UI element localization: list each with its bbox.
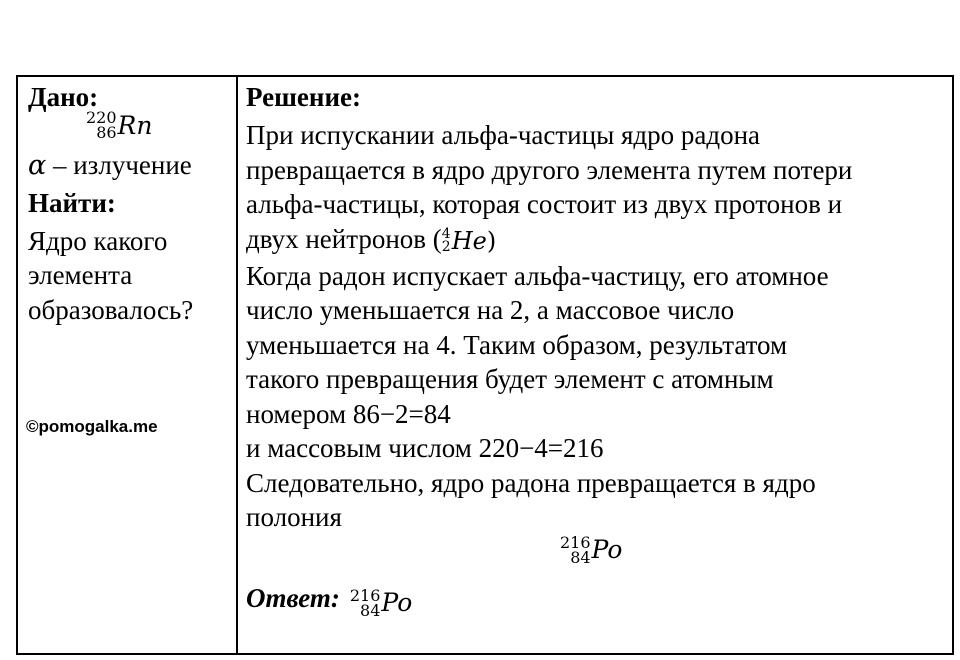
given-atomic-number: 86 [96, 123, 117, 142]
find-heading: Найти: [28, 187, 116, 218]
solution-line: Когда радон испускает альфа-частицу, его атомное [246, 260, 829, 291]
solution-line: и массовым числом 220−4=216 [246, 433, 604, 464]
result-symbol: Po [591, 535, 623, 565]
solution-line-helium [246, 222, 946, 259]
result-nucleus [560, 532, 946, 575]
solution-column [246, 77, 946, 618]
find-line: Ядро какого [28, 225, 168, 256]
given-mass-number: 220 [86, 108, 117, 127]
solution-line: номером 86−2=84 [246, 398, 451, 429]
answer-label: Ответ: [246, 582, 340, 613]
given-element-symbol: Rn [117, 110, 153, 140]
alpha-text: – излучение [46, 150, 192, 180]
given-heading: Дано: [28, 82, 99, 112]
solution-line: число уменьшается на 2, а массовое число [246, 295, 735, 326]
given-column [28, 77, 228, 327]
he-close-paren: ) [486, 227, 497, 256]
find-line: элемента [28, 260, 133, 290]
result-atomic-number: 84 [570, 547, 591, 567]
alpha-symbol: α [28, 150, 47, 181]
he-symbol: He [451, 227, 487, 256]
given-radiation [28, 148, 228, 184]
solution-heading: Решение: [246, 82, 361, 112]
answer-atomic-number: 84 [360, 600, 381, 620]
result-mass-number: 216 [560, 532, 591, 552]
he-atomic-number: 2 [441, 239, 451, 256]
answer-row [246, 583, 946, 618]
find-line: образовалось? [28, 294, 194, 325]
solution-line: Следовательно, ядро радона превращается в ядро [246, 467, 816, 498]
solution-line-text: двух нейтронов ( [246, 223, 442, 254]
solution-table [16, 75, 954, 655]
he-mass-number: 4 [441, 226, 451, 243]
answer-symbol: Po [381, 588, 413, 618]
column-divider [236, 77, 238, 653]
watermark: ©pomogalka.me [26, 417, 158, 436]
solution-line: превращается в ядро другого элемента путем потери [246, 154, 853, 185]
solution-line: альфа-частицы, которая состоит из двух протонов и [246, 189, 843, 219]
solution-line: При испускании альфа-частицы ядро радона [246, 120, 761, 150]
given-nucleus [86, 110, 228, 146]
solution-line: уменьшается на 4. Таким образом, результатом [246, 329, 788, 360]
answer-mass-number: 216 [349, 585, 381, 605]
solution-line: полония [246, 502, 342, 533]
solution-line: такого превращения будет элемент с атомным [246, 364, 774, 395]
